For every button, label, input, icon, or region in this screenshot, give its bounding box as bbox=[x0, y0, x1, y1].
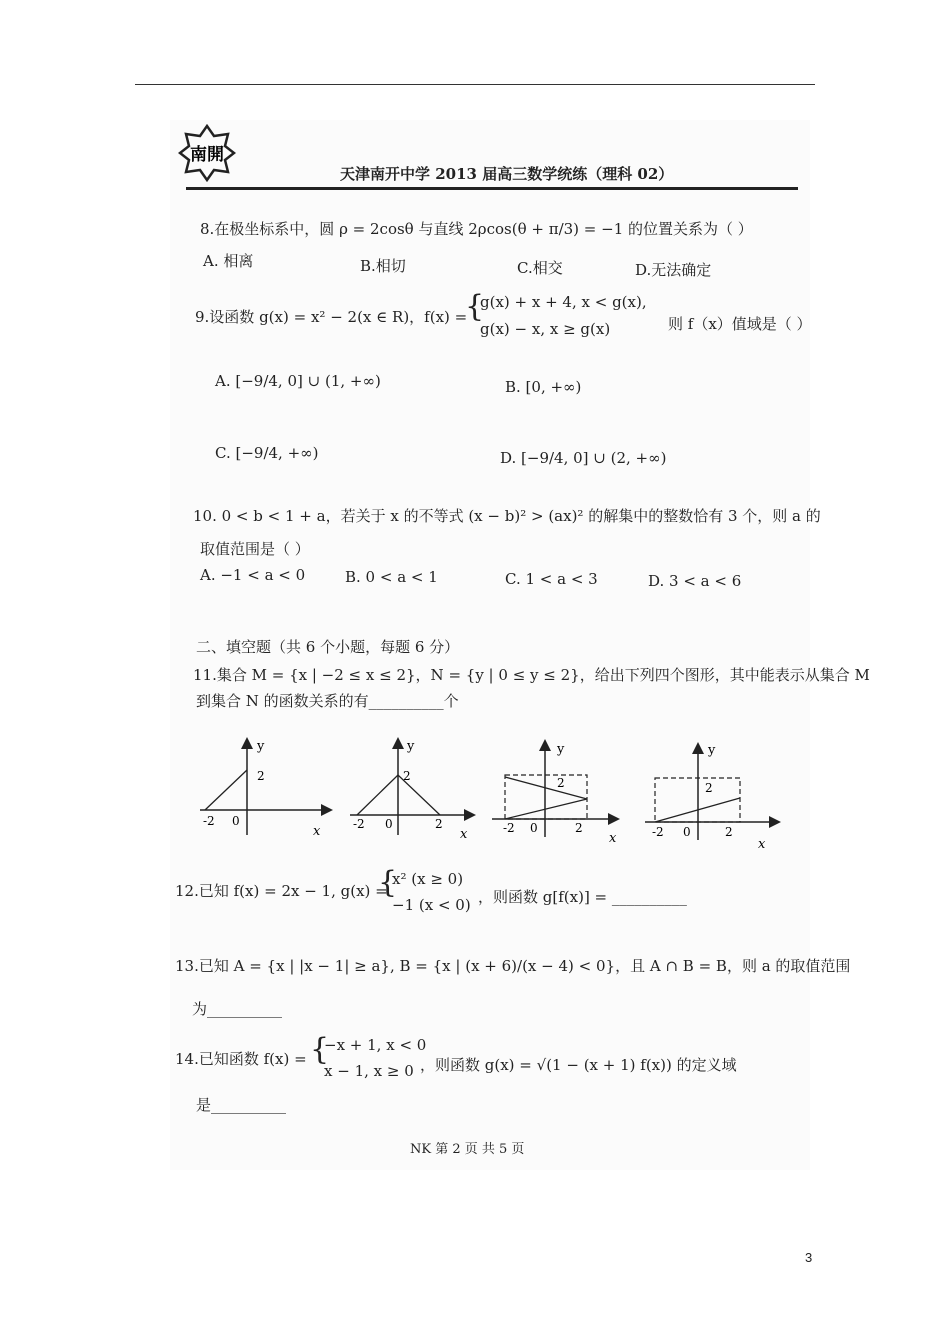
q12-brace: { bbox=[378, 865, 398, 900]
g4-tick-0: 0 bbox=[683, 825, 691, 839]
q14-case-1: −x + 1, x < 0 bbox=[324, 1036, 427, 1054]
g3-tick-2b: 2 bbox=[575, 821, 583, 835]
q14-case-2: x − 1, x ≥ 0 bbox=[324, 1062, 414, 1080]
question-14-suffix: ，则函数 g(x) = √(1 − (x + 1) f(x)) 的定义域 bbox=[420, 1056, 737, 1074]
q12-case-2: −1 (x < 0) bbox=[392, 896, 471, 914]
g3-axis-y: y bbox=[557, 742, 565, 757]
q10-option-a: A. −1 < a < 0 bbox=[200, 566, 306, 584]
q9-option-b: B. [0, +∞) bbox=[505, 378, 582, 396]
question-10-line-2: 取值范围是（ ） bbox=[200, 540, 310, 558]
question-11-line-2: 到集合 N 的函数关系的有__________个 bbox=[196, 692, 459, 710]
question-9-suffix: 则 f（x）值域是（ ） bbox=[668, 315, 812, 333]
school-logo bbox=[178, 124, 236, 182]
q9-option-a: A. [−9/4, 0] ∪ (1, +∞) bbox=[215, 372, 381, 390]
top-rule bbox=[135, 84, 815, 85]
page-footer: NK 第 2 页 共 5 页 bbox=[410, 1142, 525, 1157]
q10-option-c: C. 1 < a < 3 bbox=[505, 570, 598, 588]
q11-graph-1 bbox=[195, 735, 340, 840]
section-2-heading: 二、填空题（共 6 个小题，每题 6 分） bbox=[196, 638, 460, 656]
g2-tick-0: 0 bbox=[385, 817, 393, 831]
q9-brace: { bbox=[465, 289, 485, 324]
q12-case-1: x² (x ≥ 0) bbox=[392, 870, 464, 888]
q8-option-d: D.无法确定 bbox=[635, 261, 712, 279]
q8-option-a: A. 相离 bbox=[203, 252, 254, 270]
q9-option-d: D. [−9/4, 0] ∪ (2, +∞) bbox=[500, 449, 667, 467]
g4-tick-2: 2 bbox=[705, 781, 713, 795]
g3-tick-0: 0 bbox=[530, 821, 538, 835]
page-number: 3 bbox=[805, 1250, 813, 1265]
g1-axis-x: x bbox=[313, 824, 321, 839]
g2-tick-2: 2 bbox=[403, 769, 411, 783]
question-12-suffix: ，则函数 g[f(x)] = __________ bbox=[478, 888, 687, 906]
q9-option-c: C. [−9/4, +∞) bbox=[215, 444, 319, 462]
q10-option-d: D. 3 < a < 6 bbox=[648, 572, 742, 590]
g4-tick-2b: 2 bbox=[725, 825, 733, 839]
question-10-line-1: 10. 0 < b < 1 + a，若关于 x 的不等式 (x − b)² > (ax)² 的解集中的整数恰有 3 个，则 a 的 bbox=[193, 507, 821, 525]
q10-option-b: B. 0 < a < 1 bbox=[345, 568, 438, 586]
g4-axis-x: x bbox=[758, 837, 766, 852]
g3-axis-x: x bbox=[609, 831, 617, 846]
g2-axis-x: x bbox=[460, 827, 468, 840]
g1-axis-y: y bbox=[257, 739, 265, 754]
g1-tick-2: 2 bbox=[257, 769, 265, 783]
exam-title: 天津南开中学 2013 届高三数学统练（理科 02） bbox=[340, 165, 674, 183]
g2-tick-neg2: -2 bbox=[353, 817, 365, 831]
g4-axis-y: y bbox=[708, 743, 716, 758]
q9-case-1: g(x) + x + 4, x < g(x), bbox=[480, 293, 647, 311]
q14-brace: { bbox=[310, 1032, 330, 1067]
g3-tick-neg2: -2 bbox=[503, 821, 515, 835]
q8-option-c: C.相交 bbox=[517, 259, 563, 277]
g1-tick-0: 0 bbox=[232, 814, 240, 828]
g3-tick-2: 2 bbox=[557, 776, 565, 790]
question-9-prefix: 9.设函数 g(x) = x² − 2(x ∈ R)，f(x) = bbox=[195, 308, 468, 326]
question-13-line-2: 为__________ bbox=[192, 1000, 283, 1018]
q9-case-2: g(x) − x, x ≥ g(x) bbox=[480, 320, 611, 338]
question-14-line-2: 是__________ bbox=[196, 1096, 287, 1114]
q11-graph-4 bbox=[640, 740, 790, 852]
q8-option-b: B.相切 bbox=[360, 257, 406, 275]
question-13-line-1: 13.已知 A = {x | |x − 1| ≥ a}, B = {x | (x + 6)/(x − 4) < 0}，且 A ∩ B = B，则 a 的取值范围 bbox=[175, 957, 851, 975]
g4-tick-neg2: -2 bbox=[652, 825, 664, 839]
question-11-line-1: 11.集合 M = {x | −2 ≤ x ≤ 2}，N = {y | 0 ≤ y ≤ 2}，给出下列四个图形，其中能表示从集合 M bbox=[193, 666, 870, 684]
logo-text: 南開 bbox=[190, 145, 224, 165]
q11-graph-2 bbox=[345, 735, 480, 840]
q11-graph-3 bbox=[487, 737, 627, 847]
g1-tick-neg2: -2 bbox=[203, 814, 215, 828]
g2-tick-2b: 2 bbox=[435, 817, 443, 831]
question-14-prefix: 14.已知函数 f(x) = bbox=[175, 1050, 307, 1068]
question-12-prefix: 12.已知 f(x) = 2x − 1, g(x) = bbox=[175, 882, 388, 900]
question-8-stem: 8.在极坐标系中，圆 ρ = 2cosθ 与直线 2ρcos(θ + π/3) = −1 的位置关系为（ ） bbox=[200, 220, 753, 238]
header-rule bbox=[186, 187, 798, 190]
g2-axis-y: y bbox=[407, 739, 415, 754]
